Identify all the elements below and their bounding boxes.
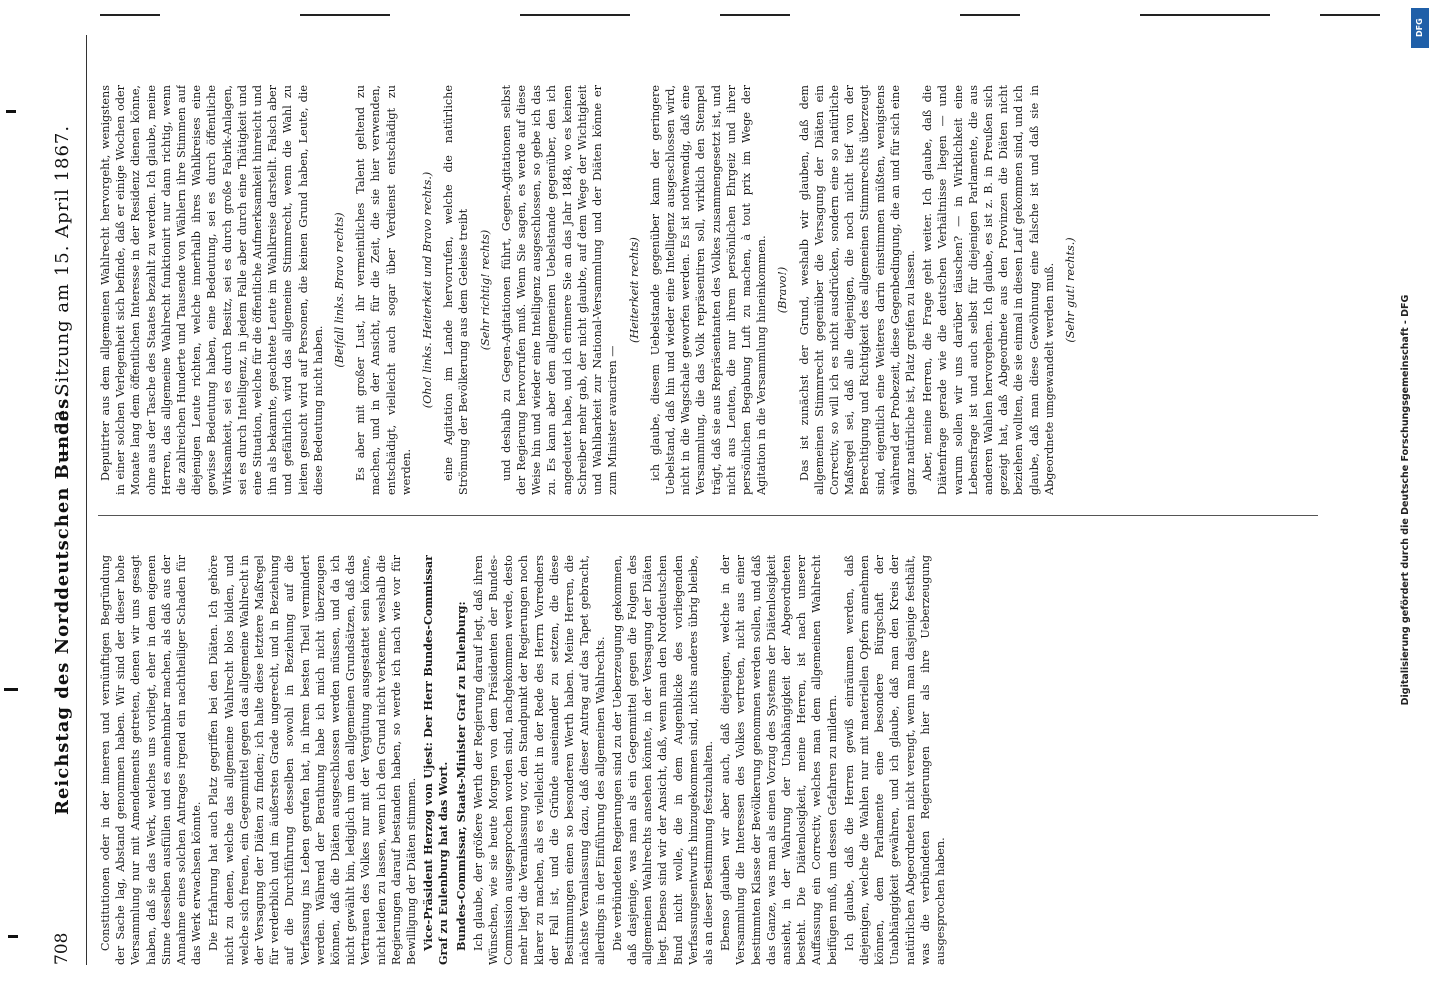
rotated-document-page [46,35,1386,965]
page-header [46,35,87,965]
top-rule-3 [520,14,630,16]
top-rule-7 [1320,14,1380,16]
top-rule-4 [720,14,790,16]
paragraph: Deputirter aus dem allgemeinen Wahlrecht hervorgeht, wenigstens in einer solchen Verlegenheit sich befinde, daß er einige Wochen oder Monate lang dem öffentlichen Interesse in der Residenz dienen könne, ohne aus der Tasche des Staates bezahlt zu werden. Ich glaube, meine Herren, das allgemeine Wahlrecht funktionirt nur dann richtig, wenn die zahlreichen Hunderte und Tausende von Wählern ihre Stimmen auf diejenigen Leute richten, welche innerhalb ihres Wahlkreises eine gewisse Bedeutung haben, eine Bedeutung, sei es durch öffentliche Wirksamkeit, sei es durch Besitz, sei es durch große Fabrik-Anlagen, sei es durch Intelligenz, in jedem Falle aber durch eine Thätigkeit und eine Situation, welche für die öffentliche Aufmerksamkeit hinreicht und ihn als bekannte, geachtete Leute im Wahlkreise darstellt. Falsch aber und gefährlich wird das allgemeine Stimmrecht, wenn die Wahl zu leiten gesucht wird auf Personen, die keinen Grund haben, Leute, die diese Bedeutung nicht haben. [99,85,325,495]
top-rule-6 [1140,14,1270,16]
reaction: (Bravo!) [776,266,790,314]
paragraph: eine Agitation im Lande hervorrufen, welche die natürliche Strömung der Bevölkerung aus dem Geleise treibt [442,85,471,495]
paragraph: Aber, meine Herren, die Frage geht weiter. Ich glaube, daß die Diätenfrage gerade wie die deutschen Verhältnisse liegen — und warum sollen wir uns darüber täuschen? — in Wirklichkeit eine Lebensfrage ist und auch selbst für diejenigen Parlamente, die aus anderen Wahlen hervorgehen. Ich glaube, es ist z. B. in Preußen sich gezeigt hat, daß Abgeordnete aus den Provinzen die Diäten nicht beziehen wollten, die sie einmal in diesen Lauf gekommen sind, und ich glaube, daß man diese Gewöhnung eine falsche ist und daß sie in Abgeordnete umgewandelt werden muß. [921,85,1056,495]
reaction: (Sehr gut! rechts.) [1063,237,1077,343]
paragraph: Ich glaube, daß die Herren gewiß einräumen werden, daß diejenigen, welche die Wahlen nur mit materiellen Opfern annehmen können, dem Parlamente eine besondere Bürgschaft der Unabhängigkeit gewähren, und ich glaube, daß man den Kreis der natürlichen Abgeordneten nicht verengt, wenn man dasjenige festhält, was die verbündeten Regierungen hier als ihre Ueberzeugung ausgesprochen haben. [842,555,947,965]
text-column-right [98,85,1318,495]
reaction: (Heiterkeit rechts) [627,237,641,343]
text-column-left [98,555,1318,965]
column-divider [98,515,1318,516]
paragraph: Ebenso glauben wir aber auch, daß diejenigen, welche in der Versammlung die Interessen des Volkes vertreten, nicht aus einer bestimmten Klasse der Bevölkerung genommen werden sollen, und daß das Ganze, was man als einen Vorzug des Systems der Diätenlosigkeit ansieht, in der Wahrung der Unabhängigkeit der Abgeordneten besteht. Die Diätenlosigkeit, meine Herren, ist nach unserer Auffassung ein Correctiv, welches man dem allgemeinen Wahlrecht beifügen muß, um dessen Gefahren zu mildern. [719,555,839,965]
dfg-logo: DFG [1411,8,1429,48]
reaction: (Oho! links. Heiterkeit und Bravo rechts.) [421,171,435,409]
reaction: (Sehr richtig! rechts) [478,229,492,351]
top-rule-2 [300,14,390,16]
paragraph: Es aber mit großer Lust, ihr vermeintliches Talent geltend zu machen, und in der Ansicht, für die Zeit, die sie hier verwenden, entschädigt, vielleicht auch sogar über Verdienst entschädigt zu werden. [354,85,413,495]
paragraph: Constitutionen oder in der inneren und vernünftigen Begründung der Sache lag, Abstand genommen haben. Wir sind der dieser hohe Versammlung nur mit Amendements getreten, denen wir uns gesagt haben, daß sie das Werk, welches uns vorliegt, eher in dem eigenen Sinne desselben ausfüllen und es annehmbar machen, als daß aus der Annahme eines solchen Antrages irgend ein nachtheiliger Schaden für das Werk erwachsen könnte. [99,555,204,965]
paragraph: Ich glaube, der größere Werth der Regierung darauf legt, daß ihren Wünschen, wie sie heute Morgen von dem Präsidenten der Bundes-Commission ausgesprochen worden sind, nachgekommen werde, desto mehr liegt die Veranlassung vor, den Standpunkt der Regierungen noch klarer zu machen, als es vielleicht in der Rede des Herrn Vorredners der Fall ist, und die Gründe auseinander zu setzen, die diese Bestimmungen einen so besonderen Werth haben. Meine Herren, die nächste Veranlassung dazu, daß dieser Antrag auf das Tapet gebracht, allerdings in der Einführung des allgemeinen Wahlrechts. [471,555,607,965]
speaker-name: Bundes-Commissar, Staats-Minister Graf zu Eulenburg: [453,601,468,951]
paragraph: und deshalb zu Gegen-Agitationen führt, Gegen-Agitationen selbst der Regierung hervorrufen muß. Wenn Sie sagen, es werde auf diese Weise hin und wieder eine Intelligenz ausgeschlossen, so gebe ich das zu. Es kann aber dem allgemeinen Uebelstande gegenüber, den ich angedeutet habe, und ich erinnere Sie an das Jahr 1848, wo es keinen Schreiber mehr gab, der nicht glaubte, auf dem Wege der Wichtigkeit und Wahlbarkeit zur National-Versammlung und der Diäten könne er zum Minister avanciren — [499,85,620,495]
top-rule-1 [100,14,160,16]
top-rule-5 [960,14,1020,16]
digitization-credit: Digitalisierung gefördert durch die Deutsche Forschungsgemeinschaft - DFG [1400,294,1411,706]
speaker-announcement: Vice-Präsident Herzog von Ujest: Der Herr Bundes-Commissar Graf zu Eulenburg hat das Wort. [421,555,451,965]
running-title-right: — 33. Sitzung am 15. April 1867. [52,124,73,460]
page-number: 708 [52,932,72,965]
scan-mark-left-3 [8,935,18,938]
scan-mark-left-2 [4,688,18,691]
reaction: (Beifall links. Bravo rechts) [333,212,347,368]
paragraph: Das ist zunächst der Grund, weshalb wir glauben, daß dem allgemeinen Stimmrecht gegenüber die Versagung der Diäten ein Correctiv, so will ich es nicht ausdrücken, sondern eine so natürliche Maßregel sei, daß alle diejenigen, die noch nicht tief von der Berechtigung und Richtigkeit des allgemeinen Stimmrechts überzeugt sind, eigentlich eine Weiteres darin einstimmen müßten, wenigstens während der Probezeit, diese Gegenbedingung, die an und für sich eine ganz natürliche ist, Platz greifen zu lassen. [797,85,917,495]
paragraph: Die Erfahrung hat auch Platz gegriffen bei den Diäten. Ich gehöre nicht zu denen, welche das allgemeine Wahlrecht blos bilden, und welche sich freuen, ein Gegenmittel gegen das allgemeine Wahlrecht in der Versagung der Diäten zu finden; ich halte diese letztere Maßregel für verderblich und im äußersten Grade ungerecht, und in Beziehung auf die Durchführung desselben sowohl in Beziehung auf die Verfassung ins Leben gerufen hat, in ihrem besten Theil vermindert werden. Während der Berathung habe ich mich nicht überzeugen können, daß die Diäten ausgeschlossen werden müssen, und da ich nicht gewählt bin, lediglich um den allgemeinen Grundsätzen, daß das Vertrauen des Volkes nur mit der Vergütung ausgestattet sein könne, nicht leiden zu lassen, wenn ich den Grund nicht verkenne, weshalb die Regierungen darauf bestanden haben, so werde ich nach wie vor für Bewilligung der Diäten stimmen. [207,555,419,965]
paragraph: ich glaube, diesem Uebelstande gegenüber kann der geringere Uebelstand, daß hin und wieder eine Intelligenz ausgeschlossen wird, nicht in die Wagschale geworfen werden. Es ist nothwendig, daß eine Versammlung, die das Volk repräsentiren soll, wirklich den Stempel trägt, daß sie aus Repräsentanten des Volkes zusammengesetzt ist, und nicht aus Leuten, die nur ihrem persönlichen Ehrgeiz und ihrer persönlichen Begabung Luft zu machen, à tout prix im Wege der Agitation in die Versammlung hineinkommen. [648,85,769,495]
running-title-left: Reichstag des Norddeutschen Bundes. [52,390,73,815]
paragraph: Die verbündeten Regierungen sind zu der Ueberzeugung gekommen, daß dasjenige, was man als ein Gegenmittel gegen die Folgen des allgemeinen Wahlrechts ansehen könnte, in der Versagung der Diäten liegt. Ebenso sind wir der Ansicht, daß, wenn man den Norddeutschen Bund nicht wolle, die in dem Augenblicke des vorliegenden Verfassungsentwurfs hinzugekommen sind, nichts anderes übrig bleibe, als an dieser Bestimmung festzuhalten. [610,555,715,965]
scan-mark-left-1 [6,110,16,113]
